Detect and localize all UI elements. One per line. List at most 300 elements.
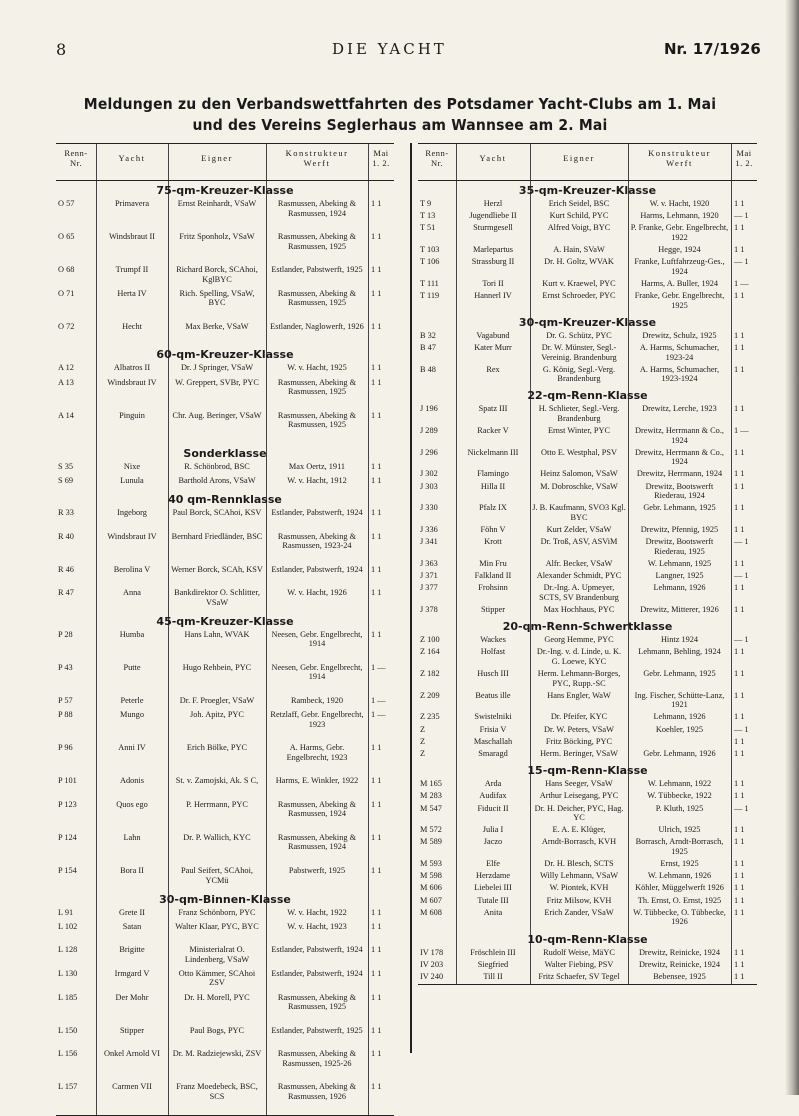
cell-eigner: Otto Kämmer, SCAhoi ZSV: [178, 968, 256, 988]
table-row: [418, 779, 757, 791]
cell-yacht: Jugendliebe II: [469, 211, 517, 221]
cell-nr: T 103: [420, 245, 440, 255]
table-row: [418, 737, 757, 749]
cell-mai: — 1: [734, 724, 749, 734]
table-row: [56, 588, 394, 612]
cell-nr: O 72: [58, 321, 75, 331]
cell-eigner: Alfred Voigt, BYC: [547, 223, 611, 233]
cell-mai: 1 1: [734, 907, 745, 917]
cell-nr: T 9: [420, 199, 432, 208]
class-heading: 15-qm-Renn-Klasse: [527, 764, 648, 778]
cell-nr: L 185: [58, 992, 78, 1002]
cell-yacht: Holfast: [480, 647, 506, 657]
cell-konstr: Lehmann, 1926: [653, 712, 706, 722]
cell-yacht: Rex: [486, 364, 500, 374]
cell-mai: 1 1: [371, 461, 382, 471]
cell-yacht: Irmgard V: [114, 968, 150, 978]
cell-eigner: Rich. Spelling, VSaW, BYC: [179, 288, 255, 308]
cell-eigner: Kurt Schild, PYC: [549, 211, 609, 221]
cell-mai: 1 1: [734, 971, 745, 981]
cell-konstr: W. Tübbecke, 1922: [647, 791, 712, 801]
cell-konstr: Drewitz, Reinicke, 1924: [638, 959, 721, 969]
header-label: Eigner: [563, 153, 595, 163]
cell-mai: 1 —: [734, 278, 749, 288]
cell-konstr: Drewitz, Bootswerft Riederau, 1924: [645, 481, 714, 501]
cell-konstr: Lehmann, 1926: [653, 583, 706, 593]
cell-mai: 1 1: [734, 779, 745, 789]
cell-eigner: Otto E. Westphal, PSV: [541, 447, 617, 457]
cell-konstr: Drewitz, Mitterer, 1926: [640, 604, 719, 614]
table-row: [418, 605, 757, 617]
class-heading: Sonderklasse: [183, 446, 267, 460]
cell-konstr: W. Lehmann, 1926: [647, 871, 712, 881]
cell-konstr: Hegge, 1924: [658, 245, 701, 255]
cell-nr: P 57: [58, 696, 73, 705]
cell-eigner: Chr. Aug. Beringer, VSaW: [172, 410, 262, 420]
cell-eigner: Bankdirektor O. Schlitter, VSaW: [174, 588, 260, 607]
cell-nr: J 302: [420, 469, 438, 479]
cell-eigner: Herm. Beringer, VSaW: [540, 748, 618, 758]
cell-nr: Z 182: [420, 669, 440, 678]
header-label: Konstrukteur: [648, 148, 711, 158]
cell-mai: — 1: [734, 537, 749, 547]
cell-yacht: Trumpf II: [115, 265, 149, 275]
table-row: [56, 969, 394, 993]
cell-eigner: R. Schönbrod, BSC: [184, 461, 250, 471]
cell-yacht: Bora II: [120, 866, 144, 876]
cell-eigner: Joh. Apitz, PYC: [190, 710, 244, 720]
cell-mai: 1 1: [734, 604, 745, 614]
cell-nr: A 12: [58, 363, 74, 373]
cell-konstr: Ing. Fischer, Schütte-Lanz, 1921: [634, 690, 725, 710]
cell-eigner: Kurt Zelder, VSaW: [546, 525, 612, 534]
cell-eigner: Dr. Troß, ASV, ASViM: [540, 537, 618, 547]
cell-mai: 1 1: [734, 481, 745, 491]
cell-mai: 1 1: [734, 223, 745, 233]
cell-yacht: Racker V: [477, 426, 509, 436]
cell-eigner: Fritz Milsow, KVH: [546, 895, 612, 905]
cell-eigner: Erich Bölke, PYC: [186, 743, 248, 753]
cell-eigner: Willy Lehmann, VSaW: [539, 871, 619, 881]
cell-nr: L 91: [58, 907, 74, 917]
cell-mai: — 1: [734, 571, 749, 581]
cell-eigner: Dr. H. Blesch, SCTS: [544, 859, 614, 869]
cell-eigner: Dr. J Springer, VSaW: [180, 363, 254, 373]
cell-eigner: Werner Borck, SCAh, KSV: [171, 564, 263, 574]
cell-nr: O 65: [58, 232, 75, 242]
cell-konstr: Rasmussen, Abeking & Rasmussen, 1925: [277, 377, 357, 397]
cell-nr: P 124: [58, 832, 77, 842]
table-row: [418, 804, 757, 826]
cell-mai: 1 1: [734, 469, 745, 479]
cell-mai: 1 1: [371, 199, 382, 208]
cell-eigner: Dr. H. Deicher, PYC, Hag. YC: [534, 803, 624, 822]
cell-konstr: Harms, A. Buller, 1924: [640, 278, 719, 288]
cell-nr: M 165: [420, 779, 442, 789]
cell-nr: T 119: [420, 291, 440, 301]
cell-mai: 1 1: [734, 245, 745, 255]
table-row: [418, 537, 757, 559]
cell-eigner: J. B. Kaufmann, SVO3 Kgl. BYC: [532, 503, 626, 522]
cell-konstr: Koehler, 1925: [655, 724, 704, 734]
column-rule: [266, 144, 267, 180]
header-mai: [731, 148, 757, 168]
table-body: [56, 181, 394, 1116]
table-row: [418, 896, 757, 908]
cell-nr: P 96: [58, 743, 73, 753]
class-heading: 20-qm-Renn-Schwertklasse: [502, 620, 673, 634]
header-konstr: [266, 148, 368, 168]
table-row: [418, 908, 757, 930]
cell-nr: Z 209: [420, 690, 440, 700]
cell-yacht: Anita: [483, 907, 503, 917]
title-line-1: Meldungen zu den Verbandswettfahrten des Potsdamer Yacht-Clubs am 1. Mai: [83, 95, 717, 113]
cell-nr: J 378: [420, 604, 438, 614]
title-line-2: und des Vereins Seglerhaus am Wannsee am 2. Mai: [192, 116, 608, 134]
table-row: [56, 993, 394, 1026]
table-row: [56, 462, 394, 476]
cell-mai: 1 1: [371, 968, 382, 978]
cell-yacht: Falkland II: [474, 571, 512, 581]
page-number: 8: [56, 40, 67, 59]
table-row: [56, 322, 394, 346]
cell-yacht: Pinguin: [119, 410, 145, 420]
column-rule: [530, 144, 531, 180]
cell-eigner: A. Hain, SVaW: [553, 245, 605, 255]
cell-konstr: Harms, E. Winkler, 1922: [275, 776, 359, 786]
cell-yacht: Flamingo: [477, 469, 509, 479]
cell-mai: 1 1: [371, 1049, 382, 1059]
header-label: 1. 2.: [735, 158, 753, 168]
table-row: [56, 696, 394, 710]
cell-mai: 1 1: [371, 832, 382, 842]
cell-yacht: Herzl: [483, 199, 503, 208]
class-heading: 22-qm-Renn-Klasse: [527, 389, 648, 403]
table-row: [418, 291, 757, 313]
table-row: [418, 571, 757, 583]
cell-yacht: Herzdame: [475, 871, 511, 881]
cell-konstr: Ernst, 1925: [660, 859, 699, 869]
cell-nr: S 35: [58, 461, 73, 471]
column-divider: [410, 143, 412, 1053]
cell-nr: B 32: [420, 330, 436, 340]
header-label: Mai: [373, 148, 389, 158]
table-row: [56, 945, 394, 969]
cell-mai: 1 1: [734, 871, 745, 881]
header-label: Konstrukteur: [285, 148, 349, 158]
cell-eigner: Erich Zander, VSaW: [544, 907, 614, 917]
table-row: [418, 583, 757, 605]
table-row: [56, 265, 394, 289]
cell-yacht: Arda: [484, 779, 502, 789]
cell-mai: 1 1: [734, 959, 745, 969]
cell-eigner: Dr.-Ing. A. Upmeyer, SCTS, SV Brandenburg: [539, 583, 619, 602]
cell-konstr: Drewitz, Herrmann & Co., 1924: [635, 426, 724, 445]
cell-eigner: Hugo Rehbein, PYC: [182, 662, 252, 672]
cell-nr: Z: [420, 724, 426, 734]
cell-mai: 1 1: [734, 503, 745, 513]
cell-mai: 1 1: [371, 265, 382, 275]
cell-konstr: Drewitz, Lerche, 1923: [642, 404, 717, 414]
table-row: [418, 871, 757, 883]
cell-eigner: Dr. W. Peters, VSaW: [544, 724, 614, 734]
class-heading: 60-qm-Kreuzer-Klasse: [156, 348, 294, 362]
cell-mai: 1 1: [734, 525, 745, 534]
cell-konstr: P. Kluth, 1925: [655, 803, 704, 813]
cell-konstr: Th. Ernst, O. Ernst, 1925: [637, 895, 722, 905]
cell-konstr: A. Harms, Schumacher, 1923-1924: [639, 364, 720, 384]
table-header: [56, 143, 394, 181]
cell-yacht: Wackes: [480, 635, 506, 645]
issue-number: Nr. 17/1926: [664, 40, 761, 58]
cell-eigner: Ernst Reinhardt, VSaW: [177, 199, 257, 208]
table-row: [56, 1082, 394, 1115]
cell-nr: O 57: [58, 199, 75, 208]
cell-konstr: Rasmussen, Abeking & Rasmussen, 1925-26: [277, 1049, 357, 1068]
cell-yacht: Adonis: [120, 776, 144, 786]
cell-eigner: Dr. P. Wallich, KYC: [183, 832, 251, 842]
table-row: [418, 948, 757, 960]
page-title: [60, 94, 740, 136]
cell-konstr: W. v. Hacht, 1920: [649, 199, 710, 208]
table-body: [418, 181, 757, 985]
cell-yacht: Frisia V: [479, 724, 507, 734]
table-row: [418, 426, 757, 448]
cell-konstr: Rasmussen, Abeking & Rasmussen, 1925: [277, 232, 357, 251]
cell-yacht: Hannerl IV: [474, 291, 512, 301]
table-row: [56, 866, 394, 890]
cell-nr: L 156: [58, 1049, 78, 1059]
cell-nr: M 607: [420, 895, 442, 905]
cell-mai: 1 1: [734, 404, 745, 414]
cell-yacht: Nickelmann III: [467, 447, 519, 457]
cell-nr: IV 240: [420, 971, 444, 981]
cell-konstr: Lehmann, Behling, 1924: [638, 647, 721, 657]
cell-eigner: Fritz Sponholz, VSaW: [179, 232, 255, 242]
cell-mai: 1 1: [371, 776, 382, 786]
table-header: [418, 143, 757, 181]
cell-eigner: Arndt-Borrasch, KVH: [541, 837, 617, 847]
cell-eigner: Paul Seifert, SCAhoi, YCMü: [181, 866, 253, 885]
cell-nr: J 341: [420, 537, 438, 547]
cell-eigner: M. Dobroschke, VSaW: [540, 481, 618, 491]
cell-konstr: Neesen, Gebr. Engelbrecht, 1914: [271, 662, 363, 682]
cell-mai: 1 1: [371, 907, 382, 917]
cell-yacht: Primavera: [114, 199, 150, 208]
cell-konstr: Neesen, Gebr. Engelbrecht, 1914: [271, 629, 363, 649]
table-row: [418, 365, 757, 387]
cell-yacht: Anna: [123, 588, 141, 598]
cell-konstr: Estlander, Pabstwerft, 1924: [271, 564, 363, 574]
table-row: [56, 476, 394, 490]
table-row: [418, 859, 757, 871]
header-label: Nr.: [69, 158, 83, 168]
cell-yacht: Jaczo: [483, 837, 503, 847]
cell-yacht: Husch III: [477, 669, 509, 678]
cell-yacht: Anni IV: [118, 743, 146, 753]
cell-mai: 1 1: [734, 330, 745, 340]
table-row: [418, 749, 757, 761]
cell-eigner: Hans Seeger, VSaW: [545, 779, 613, 789]
cell-eigner: W. Greppert, SVBr, PYC: [175, 377, 259, 387]
cell-mai: 1 1: [734, 947, 745, 957]
cell-yacht: Peterle: [120, 696, 144, 705]
cell-nr: R 46: [58, 564, 74, 574]
cell-mai: 1 1: [734, 825, 745, 835]
cell-eigner: Paul Borck, SCAhoi, KSV: [172, 507, 262, 517]
cell-yacht: Marlepartus: [472, 245, 514, 255]
cell-mai: 1 1: [371, 1082, 382, 1092]
cell-mai: 1 —: [371, 696, 386, 705]
cell-mai: 1 1: [371, 564, 382, 574]
cell-nr: O 68: [58, 265, 75, 275]
cell-eigner: Dr. H. Goltz, WVAK: [544, 257, 614, 267]
cell-mai: 1 1: [734, 895, 745, 905]
cell-yacht: Liebelei III: [474, 883, 512, 893]
cell-nr: J 330: [420, 503, 438, 513]
table-row: [56, 411, 394, 444]
cell-mai: 1 1: [734, 558, 745, 568]
cell-konstr: Rasmussen, Abeking & Rasmussen, 1924: [277, 799, 357, 819]
cell-eigner: E. A. E. Klüger,: [552, 825, 606, 835]
cell-nr: R 33: [58, 507, 74, 517]
cell-mai: 1 1: [371, 321, 382, 331]
cell-konstr: W. Tübbecke, O. Tübbecke, 1926: [633, 907, 726, 927]
cell-nr: T 13: [420, 211, 436, 221]
table-row: [418, 635, 757, 647]
cell-mai: 1 1: [371, 629, 382, 639]
cell-yacht: Albatros II: [113, 363, 151, 373]
cell-mai: 1 1: [734, 364, 745, 374]
cell-mai: 1 1: [734, 712, 745, 722]
cell-konstr: Drewitz, Schulz, 1925: [642, 330, 717, 340]
cell-konstr: Estlander, Pabstwerft, 1924: [271, 507, 363, 517]
cell-konstr: Rasmussen, Abeking & Rasmussen, 1924: [277, 199, 357, 218]
cell-nr: L 102: [58, 921, 78, 931]
cell-nr: Z: [420, 748, 426, 758]
column-rule: [96, 144, 97, 180]
class-heading: 45-qm-Kreuzer-Klasse: [156, 614, 294, 628]
header-konstr: [628, 148, 731, 168]
cell-yacht: Sturmgesell: [473, 223, 513, 233]
cell-eigner: Alexander Schmidt, PYC: [536, 571, 622, 581]
cell-mai: 1 1: [734, 748, 745, 758]
cell-nr: IV 178: [420, 947, 444, 957]
cell-yacht: Quos ego: [116, 799, 148, 809]
cell-mai: 1 1: [371, 799, 382, 809]
cell-eigner: Barthold Arons, VSaW: [178, 475, 256, 485]
cell-mai: 1 1: [371, 866, 382, 876]
cell-konstr: W. v. Hacht, 1926: [287, 588, 347, 598]
header-label: Eigner: [201, 153, 233, 163]
cell-eigner: Walter Fiebing, PSV: [544, 959, 614, 969]
table-row: [56, 199, 394, 232]
cell-nr: M 547: [420, 803, 442, 813]
cell-mai: — 1: [734, 803, 749, 813]
header-yacht: [96, 153, 168, 163]
cell-nr: P 101: [58, 776, 77, 786]
table-row: [56, 663, 394, 696]
cell-yacht: Vagabund: [476, 330, 510, 340]
cell-mai: 1 1: [371, 475, 382, 485]
table-row: [418, 503, 757, 525]
cell-nr: J 296: [420, 447, 438, 457]
cell-eigner: Arthur Leisegang, PYC: [539, 791, 619, 801]
cell-eigner: Dr. Pfeifer, KYC: [550, 712, 608, 722]
table-row: [418, 825, 757, 837]
cell-eigner: G. König, Segl.-Verg. Brandenburg: [542, 364, 616, 384]
class-heading: 40 qm-Rennklasse: [168, 492, 282, 506]
header-label: Nr.: [430, 158, 444, 168]
cell-eigner: Dr. W. Münster, Segl.-Vereinig. Brandenburg: [541, 343, 617, 362]
cell-eigner: Dr. F. Proegler, VSaW: [179, 696, 255, 705]
cell-mai: 1 1: [371, 921, 382, 931]
cell-nr: R 40: [58, 531, 74, 541]
header-label: Yacht: [118, 153, 146, 163]
cell-yacht: Julia I: [482, 825, 504, 835]
cell-yacht: Carmen VII: [112, 1082, 152, 1092]
cell-konstr: Köhler, Müggelwerft 1926: [635, 883, 724, 893]
cell-eigner: Dr.-Ing. v. d. Linde, u. K. G. Loewe, KYC: [536, 647, 622, 666]
cell-konstr: Estlander, Pabstwerft, 1925: [271, 1025, 363, 1035]
cell-eigner: St. v. Zamojski, Ak. S C,: [175, 776, 259, 786]
magazine-name: DIE YACHT: [332, 40, 447, 58]
cell-eigner: Dr. G. Schütz, PYC: [546, 330, 612, 340]
cell-mai: 1 1: [734, 736, 745, 746]
cell-konstr: W. Lehmann, 1925: [647, 558, 712, 568]
header-nr: [56, 148, 96, 168]
cell-nr: L 128: [58, 945, 78, 955]
cell-eigner: P. Herrmann, PYC: [186, 799, 248, 809]
cell-konstr: Rasmussen, Abeking & Rasmussen, 1925: [277, 992, 357, 1012]
cell-konstr: Max Oertz, 1911: [288, 461, 346, 471]
cell-mai: 1 1: [734, 883, 745, 893]
cell-yacht: Hecht: [122, 321, 142, 331]
cell-yacht: Hilla II: [480, 481, 506, 491]
cell-nr: J 377: [420, 583, 438, 593]
cell-nr: Z 164: [420, 647, 440, 657]
cell-konstr: W. v. Hacht, 1923: [287, 921, 347, 931]
cell-mai: 1 1: [371, 232, 382, 242]
cell-nr: Z 100: [420, 635, 440, 645]
cell-nr: B 47: [420, 343, 436, 352]
cell-nr: J 289: [420, 426, 438, 436]
table-row: [56, 776, 394, 800]
cell-eigner: Max Berke, VSaW: [185, 321, 249, 331]
cell-eigner: Herm. Lehmann-Borges, PYC, Rupp.-SC: [537, 669, 621, 688]
cell-nr: J 363: [420, 558, 438, 568]
cell-mai: — 1: [734, 211, 749, 221]
class-heading: 30-qm-Binnen-Klasse: [159, 892, 291, 906]
cell-eigner: Richard Borck, SCAhoi, KglBYC: [176, 265, 258, 284]
cell-yacht: Windsbraut IV: [107, 531, 157, 541]
cell-nr: J 196: [420, 404, 438, 414]
cell-yacht: Nixe: [123, 461, 141, 471]
cell-mai: 1 1: [734, 647, 745, 657]
cell-konstr: Franke, Luftfahrzeug-Ges., 1924: [634, 257, 725, 276]
cell-konstr: Estlander, Pabstwerft, 1924: [271, 945, 363, 955]
cell-yacht: Herta IV: [117, 288, 147, 298]
cell-yacht: Tori II: [482, 278, 504, 288]
cell-konstr: W. v. Hacht, 1912: [287, 475, 347, 485]
cell-yacht: Grete II: [118, 907, 146, 917]
cell-yacht: Windsbraut II: [109, 232, 155, 242]
cell-mai: 1 1: [734, 199, 745, 208]
table-row: [418, 791, 757, 803]
table-row: [418, 343, 757, 365]
table-row: [418, 211, 757, 223]
cell-mai: 1 1: [371, 531, 382, 541]
